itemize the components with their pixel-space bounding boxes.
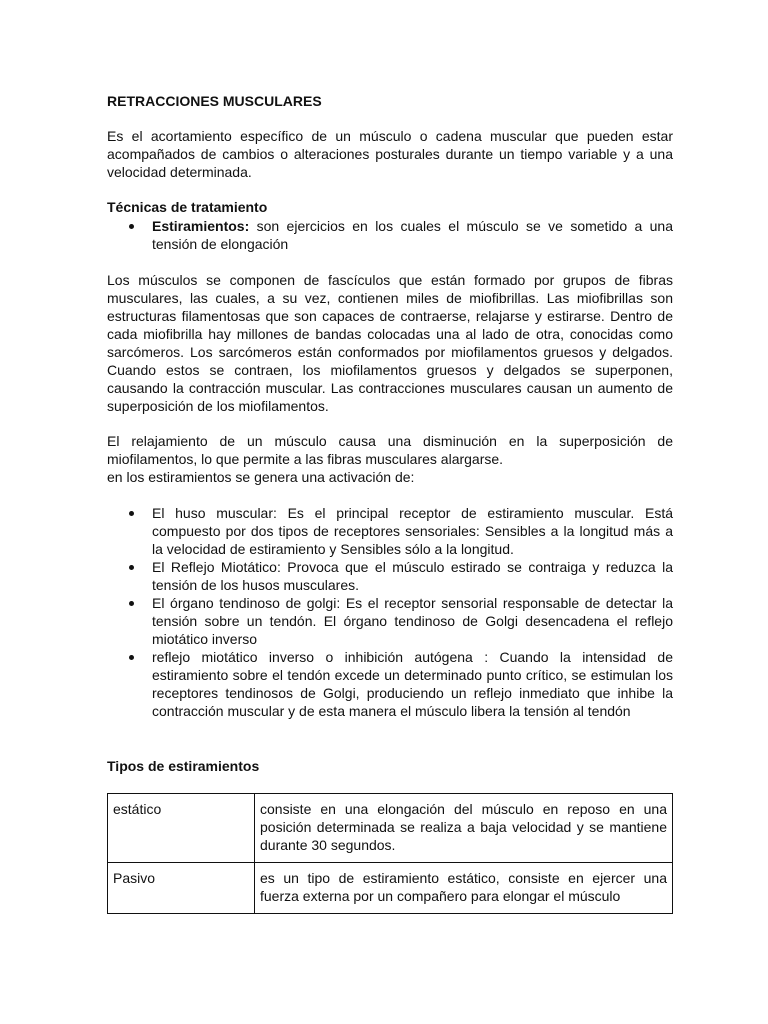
list-item	[107, 504, 673, 558]
term-label: Estiramientos:	[152, 218, 250, 234]
table-cell-description: es un tipo de estiramiento estático, consiste en ejercer una fuerza externa por un compañero para elongar el músculo	[255, 863, 673, 914]
bullet-icon	[129, 565, 134, 570]
tipos-heading: Tipos de estiramientos	[107, 758, 260, 774]
intro-paragraph: Es el acortamiento específico de un músculo o cadena muscular que pueden estar acompañados de cambios o alteraciones posturales durante un tiempo variable y a una velocidad determinada.	[107, 128, 673, 180]
tecnicas-heading: Técnicas de tratamiento	[107, 199, 268, 215]
tipos-table	[107, 793, 673, 914]
list-item	[107, 217, 673, 253]
table-cell-description: consiste en una elongación del músculo en reposo en una posición determinada se realiza a baja velocidad y se mantiene durante 30 segundos.	[255, 794, 673, 863]
list-item-text: El Reflejo Miotático: Provoca que el músculo estirado se contraiga y reduzca la tensión de los husos musculares.	[152, 559, 673, 593]
body-paragraph-1: Los músculos se componen de fascículos que están formado por grupos de fibras musculares, las cuales, a su vez, contienen miles de miofibrillas. Las miofibrillas son estructuras filamentosas que son capaces de contraerse, relajarse y estirarse. Dentro de cada miofibrilla hay millones de bandas colocadas una al lado de otra, conocidas como sarcómeros. Los sarcómeros están conformados por miofilamentos gruesos y delgados. Cuando estos se contraen, los miofilamentos gruesos y delgados se superponen, causando la contracción muscular. Las contracciones musculares causan un aumento de superposición de los miofilamentos.	[107, 272, 673, 414]
list-item-text: El órgano tendinoso de golgi: Es el receptor sensorial responsable de detectar la tensión sobre un tendón. El órgano tendinoso de Golgi desencadena el reflejo miotático inverso	[152, 595, 673, 647]
list-item	[107, 648, 673, 720]
bullet-icon	[129, 601, 134, 606]
activacion-list	[107, 504, 673, 720]
document-title: RETRACCIONES MUSCULARES	[107, 93, 322, 109]
table-cell-name: Pasivo	[108, 863, 255, 914]
bullet-icon	[129, 655, 134, 660]
list-item-text: reflejo miotático inverso o inhibición autógena : Cuando la intensidad de estiramiento sobre el tendón excede un determinado punto crítico, se estimulan los receptores tendinosos de Golgi, produciendo un reflejo inmediato que inhibe la contracción muscular y de esta manera el músculo libera la tensión al tendón	[152, 649, 673, 719]
body-paragraph-3: en los estiramientos se genera una activación de:	[107, 469, 415, 485]
table-row	[108, 794, 673, 863]
table-cell-name: estático	[108, 794, 255, 863]
list-item	[107, 558, 673, 594]
body-paragraph-2: El relajamiento de un músculo causa una disminución en la superposición de miofilamentos, lo que permite a las fibras musculares alargarse.	[107, 433, 673, 467]
table-row	[108, 863, 673, 914]
list-item-text: El huso muscular: Es el principal receptor de estiramiento muscular. Está compuesto por dos tipos de receptores sensoriales: Sensibles a la longitud más a la velocidad de estiramiento y Sensibles sólo a la longitud.	[152, 505, 673, 557]
list-item	[107, 594, 673, 648]
bullet-icon	[129, 224, 134, 229]
term-description: son ejercicios en los cuales el músculo se ve sometido a una tensión de elongación	[152, 218, 673, 252]
bullet-icon	[129, 511, 134, 516]
tecnicas-list	[107, 217, 673, 253]
